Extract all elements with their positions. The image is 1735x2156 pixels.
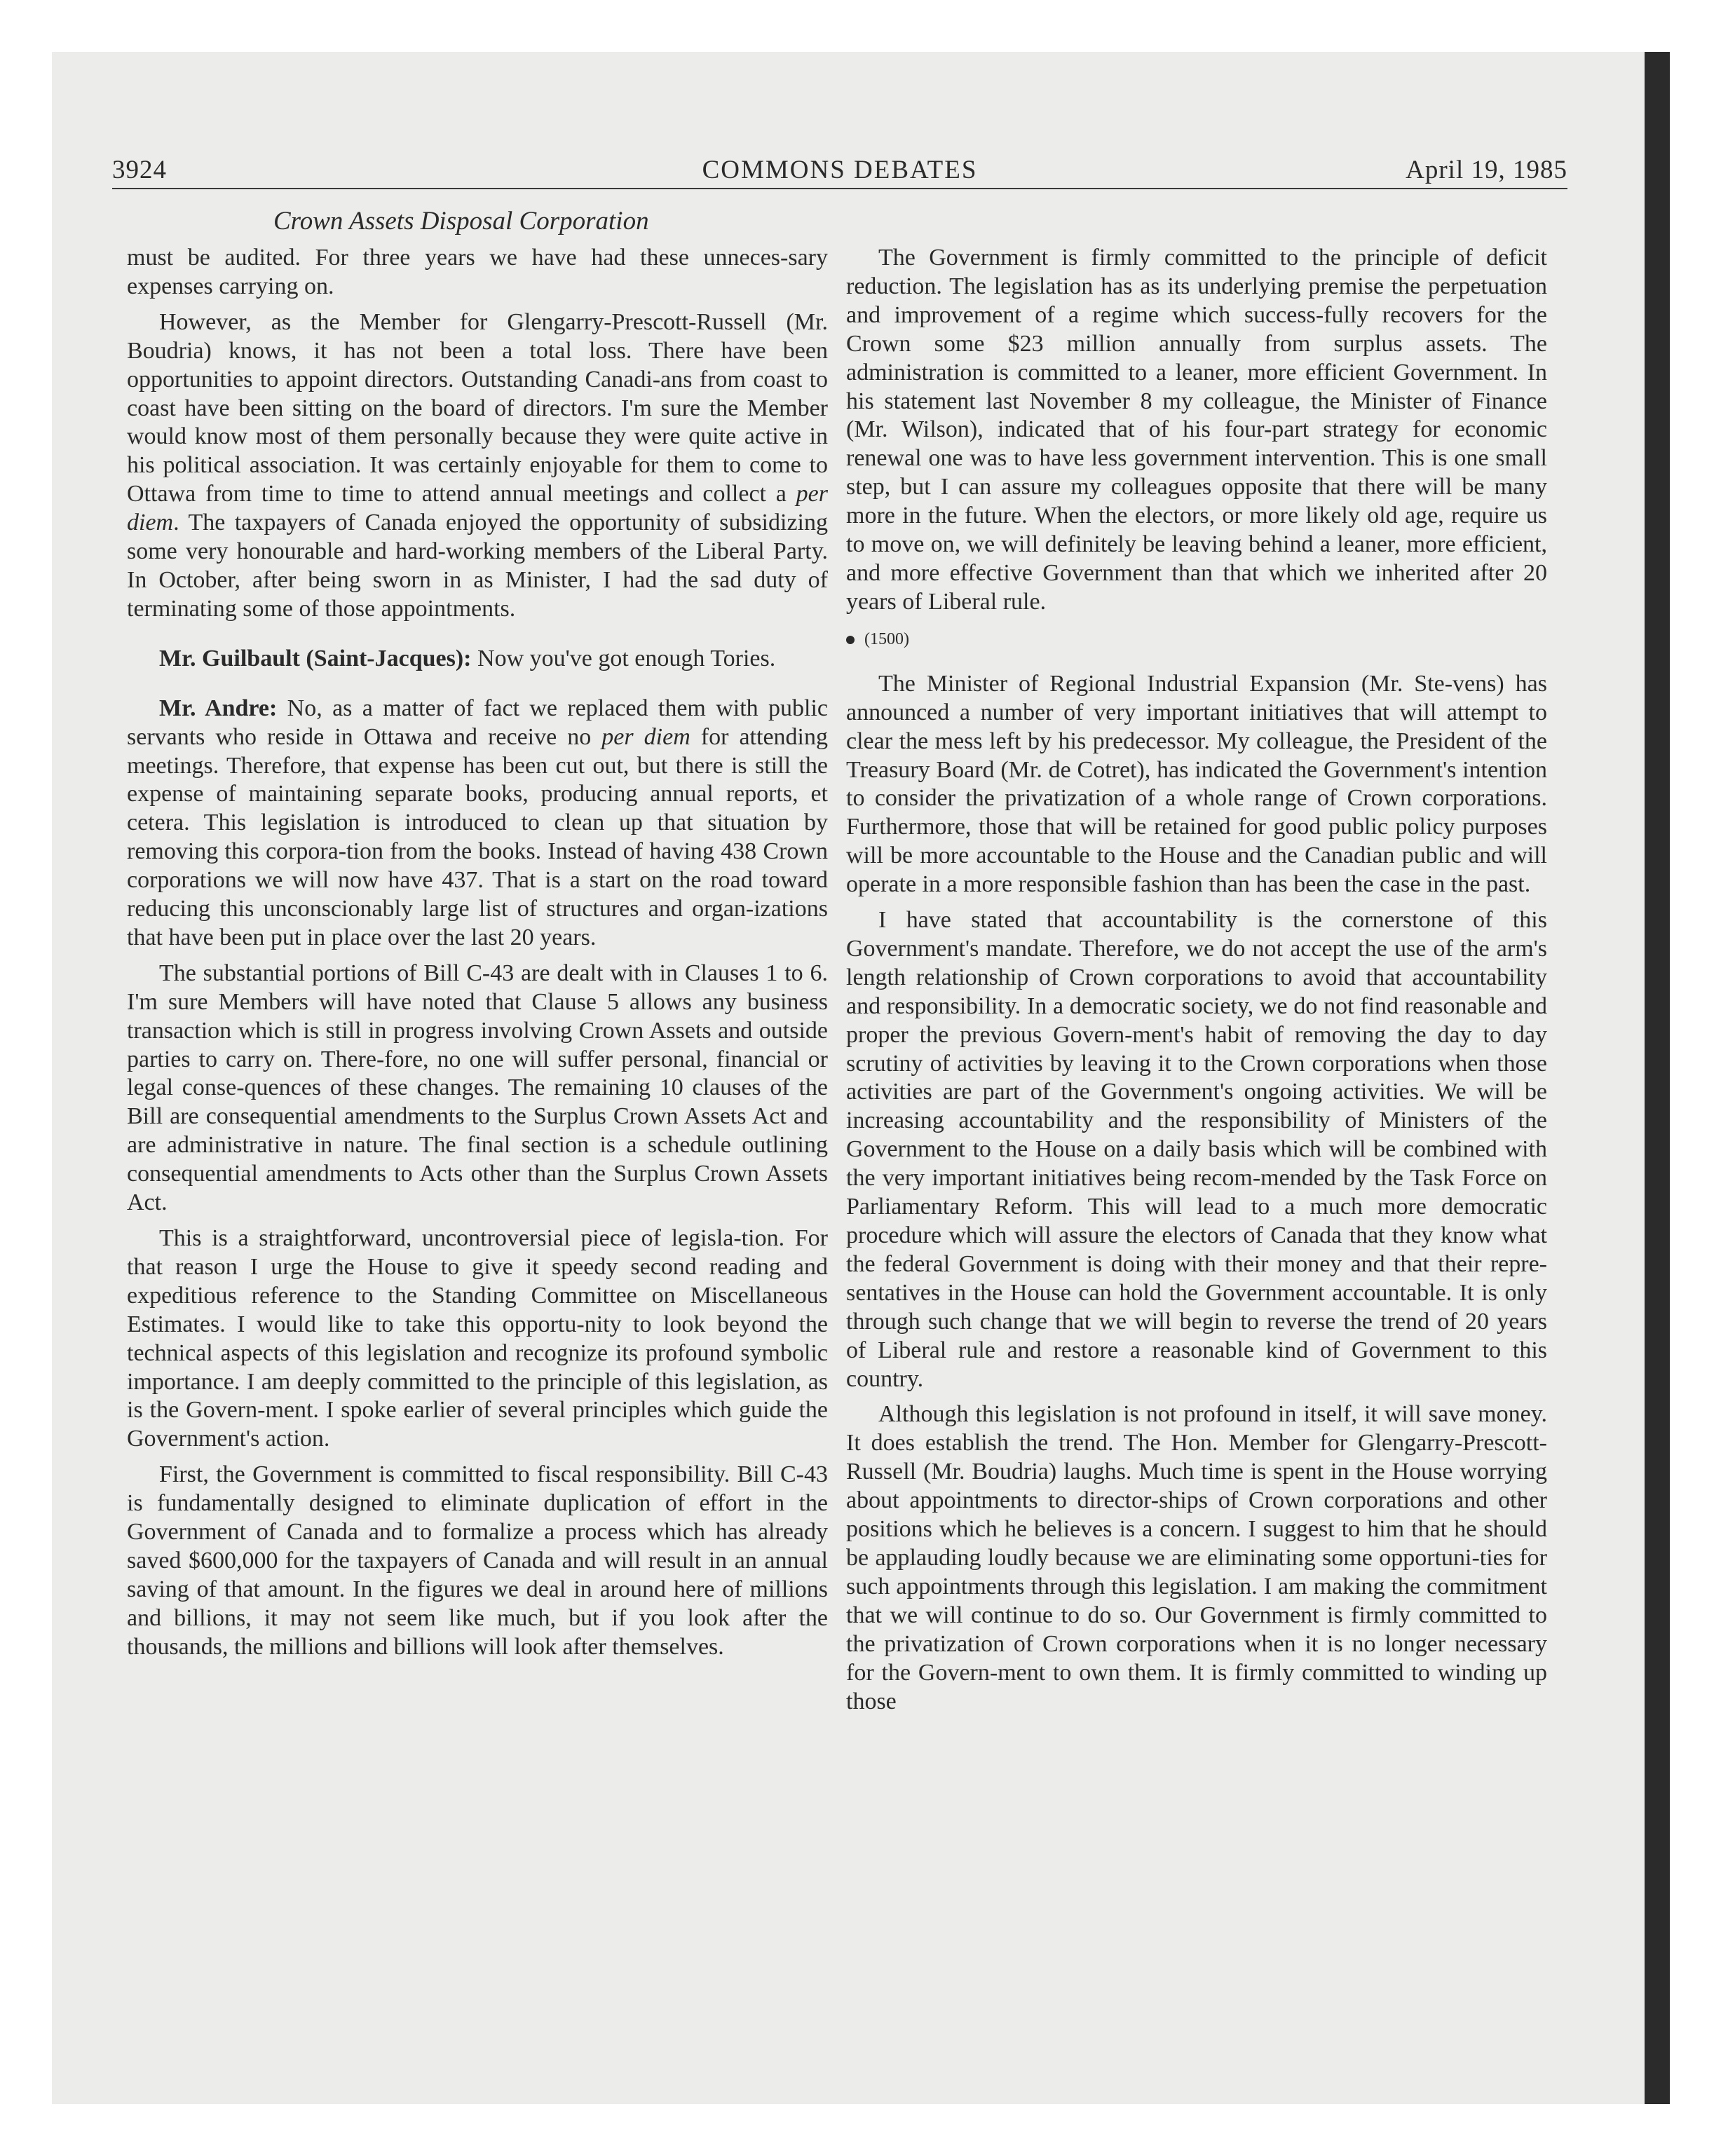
paragraph: However, as the Member for Glengarry-Prescott-Russell (Mr. Boudria) knows, it has not been a total loss. There have been opportunities to appoint directors. Outstanding Canadi-ans from coast to coast have been sitting on the board of directors. I'm sure the Member would know most of them personally because they were quite active in his political association. It was certainly enjoyable for them to come to Ottawa from time to time to attend annual meetings and collect a per diem. The taxpayers of Canada enjoyed the opportunity of subsidizing some very honourable and hard-working members of the Liberal Party. In October, after being sworn in as Minister, I had the sad duty of terminating some of those appointments. (127, 308, 828, 622)
paragraph: The substantial portions of Bill C-43 are dealt with in Clauses 1 to 6. I'm sure Members will have noted that Clause 5 allows any business transaction which is still in progress involving Crown Assets and outside parties to carry on. There-fore, no one will suffer personal, financial or legal conse-quences of these changes. The remaining 10 clauses of the Bill are consequential amendments to the Surplus Crown Assets Act and are administrative in nature. The final section is a schedule outlining consequential amendments to Acts other than the Surplus Crown Assets Act. (127, 960, 828, 1216)
page-number: 3924 (112, 156, 167, 184)
paragraph: Although this legislation is not profound in itself, it will save money. It does establish the trend. The Hon. Member for Glengarry-Prescott-Russell (Mr. Boudria) laughs. Much time is spent in the House worrying about appointments to director-ships of Crown corporations and other positions which he believes is a concern. I suggest to him that he should be applauding loudly because we are eliminating some opportuni-ties for such appointments through this legislation. I am making the commitment that we will continue to do so. Our Government is firmly committed to the privatization of Crown corporations when it is no longer necessary for the Govern-ment to own them. It is firmly committed to winding up those (846, 1401, 1547, 1714)
section-title: Crown Assets Disposal Corporation (273, 207, 649, 236)
speaker-name: Mr. Andre: (159, 695, 278, 721)
right-column (846, 244, 1547, 1723)
paragraph: The Government is firmly committed to the principle of deficit reduction. The legislation has as its underlying premise the perpetuation and improvement of a regime which success-fully recovers for the Crown some $23 million annually from surplus assets. The administration is committed to a leaner, more efficient Government. In his statement last November 8 my colleague, the Minister of Finance (Mr. Wilson), indicated that of his four-part strategy for economic renewal one was to have less government intervention. This is one small step, but I can assure my colleagues opposite that there will be many more in the future. When the electors, or more likely old age, require us to move on, we will definitely be leaving behind a leaner, more efficient, and more effective Government than that which we inherited after 20 years of Liberal rule. (846, 245, 1547, 615)
paragraph: must be audited. For three years we have had these unneces-sary expenses carrying on. (127, 245, 828, 299)
issue-date: April 19, 1985 (1406, 156, 1567, 184)
left-column (127, 244, 828, 1669)
scan-edge-bar (1645, 52, 1670, 2104)
paragraph: This is a straightforward, uncontroversial piece of legisla-tion. For that reason I urge the House to give it speedy second reading and expeditious reference to the Standing Committee on Miscellaneous Estimates. I would like to take this opportu-nity to look beyond the technical aspects of this legislation and recognize its profound symbolic importance. I am deeply committed to the principle of this legislation, as is the Govern-ment. I spoke earlier of several principles which guide the Government's action. (127, 1225, 828, 1452)
running-head (112, 153, 1567, 188)
time-marker: (1500) (846, 625, 1547, 653)
header-rule (112, 188, 1567, 189)
bullet-icon (846, 636, 855, 644)
journal-title: COMMONS DEBATES (702, 156, 978, 184)
speech-guilbault: Mr. Guilbault (Saint-Jacques): Now you've got enough Tories. (159, 645, 776, 671)
paragraph: The Minister of Regional Industrial Expansion (Mr. Ste-vens) has announced a number of very important initiatives that will attempt to clear the mess left by his predecessor. My colleague, the President of the Treasury Board (Mr. de Cotret), has indicated the Government's intention to consider the privatization of a whole range of Crown corporations. Furthermore, those that will be retained for good public policy purposes will be more accountable to the House and the Canadian public and will operate in a more responsible fashion than has been the case in the past. (846, 670, 1547, 898)
speech-andre: Mr. Andre: No, as a matter of fact we replaced them with public servants who reside in Ottawa and receive no per diem for attending meetings. Therefore, that expense has been cut out, but there is still the expense of maintaining separate books, producing annual reports, et cetera. This legislation is introduced to clean up that situation by removing this corpora-tion from the books. Instead of having 438 Crown corporations we will now have 437. That is a start on the road toward reducing this unconscionably large list of structures and organ-izations that have been put in place over the last 20 years. (127, 695, 828, 950)
speaker-name: Mr. Guilbault (Saint-Jacques): (159, 645, 472, 671)
paragraph: I have stated that accountability is the cornerstone of this Government's mandate. Therefore, we do not accept the use of the arm's length relationship of Crown corporations to avoid that accountability and responsibility. In a democratic society, we do not find reasonable and proper the previous Govern-ment's habit of removing the day to day scrutiny of activities by leaving it to the Crown corporations when those activities are part of the Government's ongoing activities. We will be increasing accountability and the responsibility of Ministers of the Government to the House on a daily basis which will be combined with the very important initiatives being recom-mended by the Task Force on Parliamentary Reform. This will lead to a much more democratic procedure which will assure the electors of Canada that they know what the federal Government is doing with their money and that their repre-sentatives in the House can hold the Government accountable. It is only through such change that we will begin to reverse the trend of 20 years of Liberal rule and restore a reasonable kind of Government to this country. (846, 907, 1547, 1392)
paragraph: First, the Government is committed to fiscal responsibility. Bill C-43 is fundamentally designed to eliminate duplication of effort in the Government of Canada and to formalize a process which has already saved $600,000 for the taxpayers of Canada and will result in an annual saving of that amount. In the figures we deal in around here of millions and billions, it may not seem like much, but if you look after the thousands, the millions and billions will look after themselves. (127, 1461, 828, 1660)
